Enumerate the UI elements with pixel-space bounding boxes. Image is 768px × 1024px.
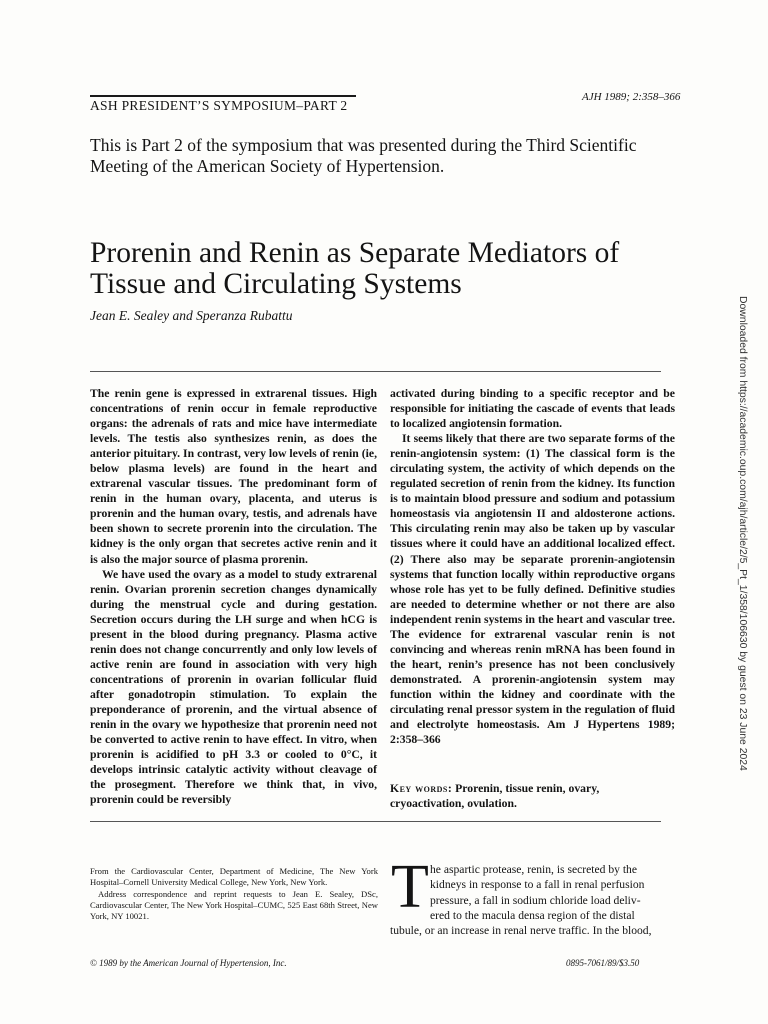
keywords-label: Key words:	[390, 782, 453, 795]
body-line: kidneys in response to a fall in renal perfusion	[430, 878, 645, 892]
body-line: pressure, a fall in sodium chloride load deliv-	[430, 893, 641, 907]
body-line: ered to the macula densa region of the distal	[430, 908, 635, 922]
abstract-top-rule	[90, 371, 661, 372]
body-text-start	[390, 862, 676, 938]
correspondence-note: Address correspondence and reprint requests to Jean E. Sealey, DSc, Cardiovascular Center, The New York Hospital–CUMC, 525 East 68th Street, New York, NY 10021.	[90, 888, 378, 922]
affiliation-note: From the Cardiovascular Center, Department of Medicine, The New York Hospital–Cornell University Medical College, New York, New York.	[90, 866, 378, 888]
body-line: tubule, or an increase in renal nerve traffic. In the blood,	[390, 924, 652, 938]
abstract-paragraph: We have used the ovary as a model to study extrarenal renin. Ovarian prorenin secretion changes dynamically during the menstrual cycle and during gestation. Secretion occurs during the LH surge and when hCG is present in the blood during pregnancy. Plasma active renin does not change concurrently and only low levels of active renin are found in association with very high concentrations of prorenin in ovarian follicular fluid after gonadotropin stimulation. To explain the preponderance of prorenin, and the virtual absence of renin in the ovary we hypothesize that prorenin need not be converted to active renin to have effect. In vitro, when prorenin is acidified to pH 3.3 or cooled to 0°C, it develops intrinsic catalytic activity without cleavage of the prosegment. Therefore we think that, in vivo, prorenin could be reversibly	[90, 567, 377, 807]
abstract-paragraph: It seems likely that there are two separate forms of the renin-angiotensin system: (1) The classical form is the circulating system, the activity of which depends on the regulated secretion of renin from the kidney. Its function is to maintain blood pressure and sodium and potassium homeostasis via angiotensin II and aldosterone actions. This circulating renin may also be taken up by vascular tissues where it could have an additional localized effect. (2) There also may be separate prorenin-angiotensin systems that function locally within reproductive organs whose role has yet to be fully defined. Definitive studies are needed to determine whether or not there are also independent renin systems in the heart and vascular tree. The evidence for extrarenal vascular renin is not convincing and whereas renin mRNA has been found in the heart, renin’s presence has not been conclusively demonstrated. A prorenin-angiotensin system may function within the kidney and coordinate with the circulating renal pressor system in the regulation of fluid and electrolyte homeostasis. Am J Hypertens 1989; 2:358–366	[390, 432, 675, 747]
symposium-intro: This is Part 2 of the symposium that was presented during the Third Scientific Meeting of the American Society of Hypertension.	[90, 135, 637, 176]
series-header: ASH PRESIDENT’S SYMPOSIUM–PART 2	[90, 98, 348, 113]
article-authors: Jean E. Sealey and Speranza Rubattu	[90, 308, 293, 323]
body-line: he aspartic protease, renin, is secreted by the	[430, 863, 637, 876]
drop-cap: T	[391, 853, 429, 921]
abstract-right-column	[390, 386, 675, 747]
copyright-notice: © 1989 by the American Journal of Hypertension, Inc.	[90, 958, 287, 968]
keywords-text: Prorenin, tissue renin, ovary, cryoactivation, ovulation.	[390, 782, 600, 810]
article-title: Prorenin and Renin as Separate Mediators of Tissue and Circulating Systems	[90, 237, 620, 300]
issn-price: 0895-7061/89/$3.50	[566, 958, 640, 968]
abstract-left-column	[90, 386, 377, 807]
journal-citation: AJH 1989; 2:358–366	[582, 91, 681, 103]
abstract-paragraph: The renin gene is expressed in extrarenal tissues. High concentrations of renin occur in female reproductive organs: the adrenals of rats and mice have intermediate levels. The testis also synthesizes renin, as does the anterior pituitary. In contrast, very low levels of renin (ie, below plasma levels) are found in the heart and extrarenal vascular tissues. The predominant form of renin in the human ovary, placenta, and uterus is prorenin and the human ovary, testis, and adrenals have been shown to secrete prorenin into the circulation. The kidney is the only organ that secretes active renin and it is also the major source of plasma prorenin.	[90, 387, 377, 566]
download-watermark	[736, 296, 750, 771]
author-footnote	[90, 866, 378, 922]
abstract-paragraph: activated during binding to a specific receptor and be responsible for initiating the cascade of events that leads to localized angiotensin formation.	[390, 387, 675, 431]
header-rule	[90, 95, 356, 97]
abstract-bottom-rule	[90, 821, 661, 822]
download-watermark-text: Downloaded from https://academic.oup.com/ajh/article/2/5_Pt_1/358/106630 by guest on 23 June 2024	[737, 296, 748, 771]
keywords	[390, 781, 675, 811]
